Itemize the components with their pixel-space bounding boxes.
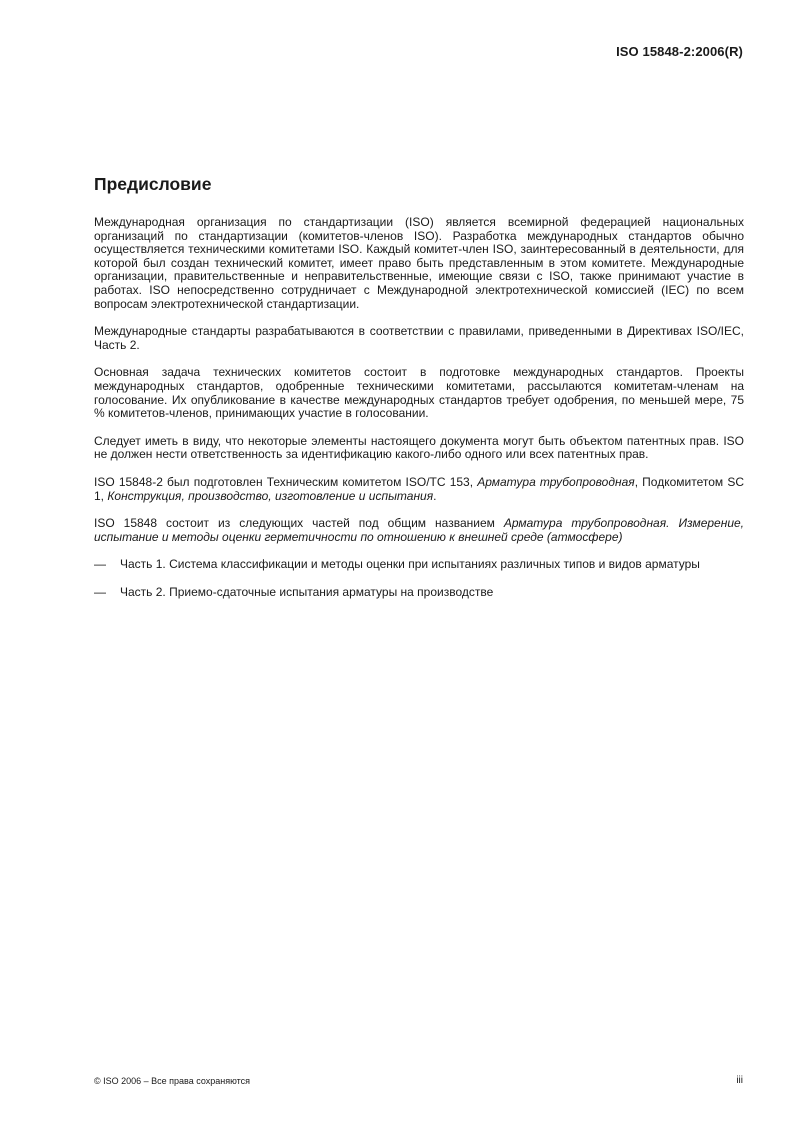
page-number: iii bbox=[736, 1075, 743, 1086]
parts-intro-text: ISO 15848 состоит из следующих частей под общим названием bbox=[94, 516, 504, 531]
paragraph-prepared-by bbox=[94, 476, 744, 503]
list-item bbox=[94, 558, 744, 572]
prepared-by-text-3: . bbox=[433, 488, 437, 503]
footer-copyright: © ISO 2006 – Все права сохраняются bbox=[94, 1076, 251, 1086]
prepared-by-text-1: ISO 15848-2 был подготовлен Техническим комитетом ISO/TC 153, bbox=[94, 474, 478, 489]
prepared-by-text-2: , Подкомитетом SC 1, bbox=[94, 474, 744, 503]
document-code: ISO 15848-2:2006(R) bbox=[616, 44, 743, 59]
subcommittee-name: Конструкция, производство, изготовление и испытания bbox=[107, 488, 434, 503]
paragraph-parts-intro bbox=[94, 517, 744, 544]
list-dash: — bbox=[94, 584, 106, 599]
paragraph-iso-organization: Международная организация по стандартизации (ISO) является всемирной федерацией национальных организаций по стандартизации (комитетов-членов ISO). Разработка международных стандартов обычно осуществляется техническими комитетами ISO. Каждый комитет-член ISO, заинтересованный в деятельности, для которой был создан технический комитет, имеет право быть представленным в этом комитете. Международные организации, правительственные и неправительственные, имеющие связи с ISO, также принимают участие в работах. ISO непосредственно сотрудничает с Международной электротехнической комиссией (IEC) по всем вопросам электротехнической стандартизации. bbox=[94, 215, 744, 311]
paragraph-committees-task: Основная задача технических комитетов состоит в подготовке международных стандартов. Проекты международных стандартов, одобренные техническими комитетами, рассылаются комитетам-членам на голосование. Их опубликование в качестве международных стандартов требует одобрения, по меньшей мере, 75 % комитетов-членов, принимающих участие в голосовании. bbox=[94, 365, 744, 421]
list-item-text: Часть 1. Система классификации и методы оценки при испытаниях различных типов и видов арматуры bbox=[120, 557, 700, 572]
section-title: Предисловие bbox=[94, 174, 212, 194]
committee-name: Арматура трубопроводная bbox=[477, 474, 635, 489]
paragraph-directives: Международные стандарты разрабатываются в соответствии с правилами, приведенными в Директивах ISO/IEC, Часть 2. bbox=[94, 324, 744, 352]
general-title: Арматура трубопроводная. Измерение, испытание и методы оценки герметичности по отношению к внешней среде (атмосфере) bbox=[94, 516, 744, 544]
list-dash: — bbox=[94, 557, 106, 572]
paragraph-patent-rights: Следует иметь в виду, что некоторые элементы настоящего документа могут быть объектом патентных прав. ISO не должен нести ответственность за идентификацию какого-либо одного или всех патентных прав. bbox=[94, 433, 744, 462]
foreword-section bbox=[94, 174, 744, 613]
list-item-text: Часть 2. Приемо-сдаточные испытания арматуры на производстве bbox=[120, 584, 494, 599]
list-item bbox=[94, 586, 744, 600]
